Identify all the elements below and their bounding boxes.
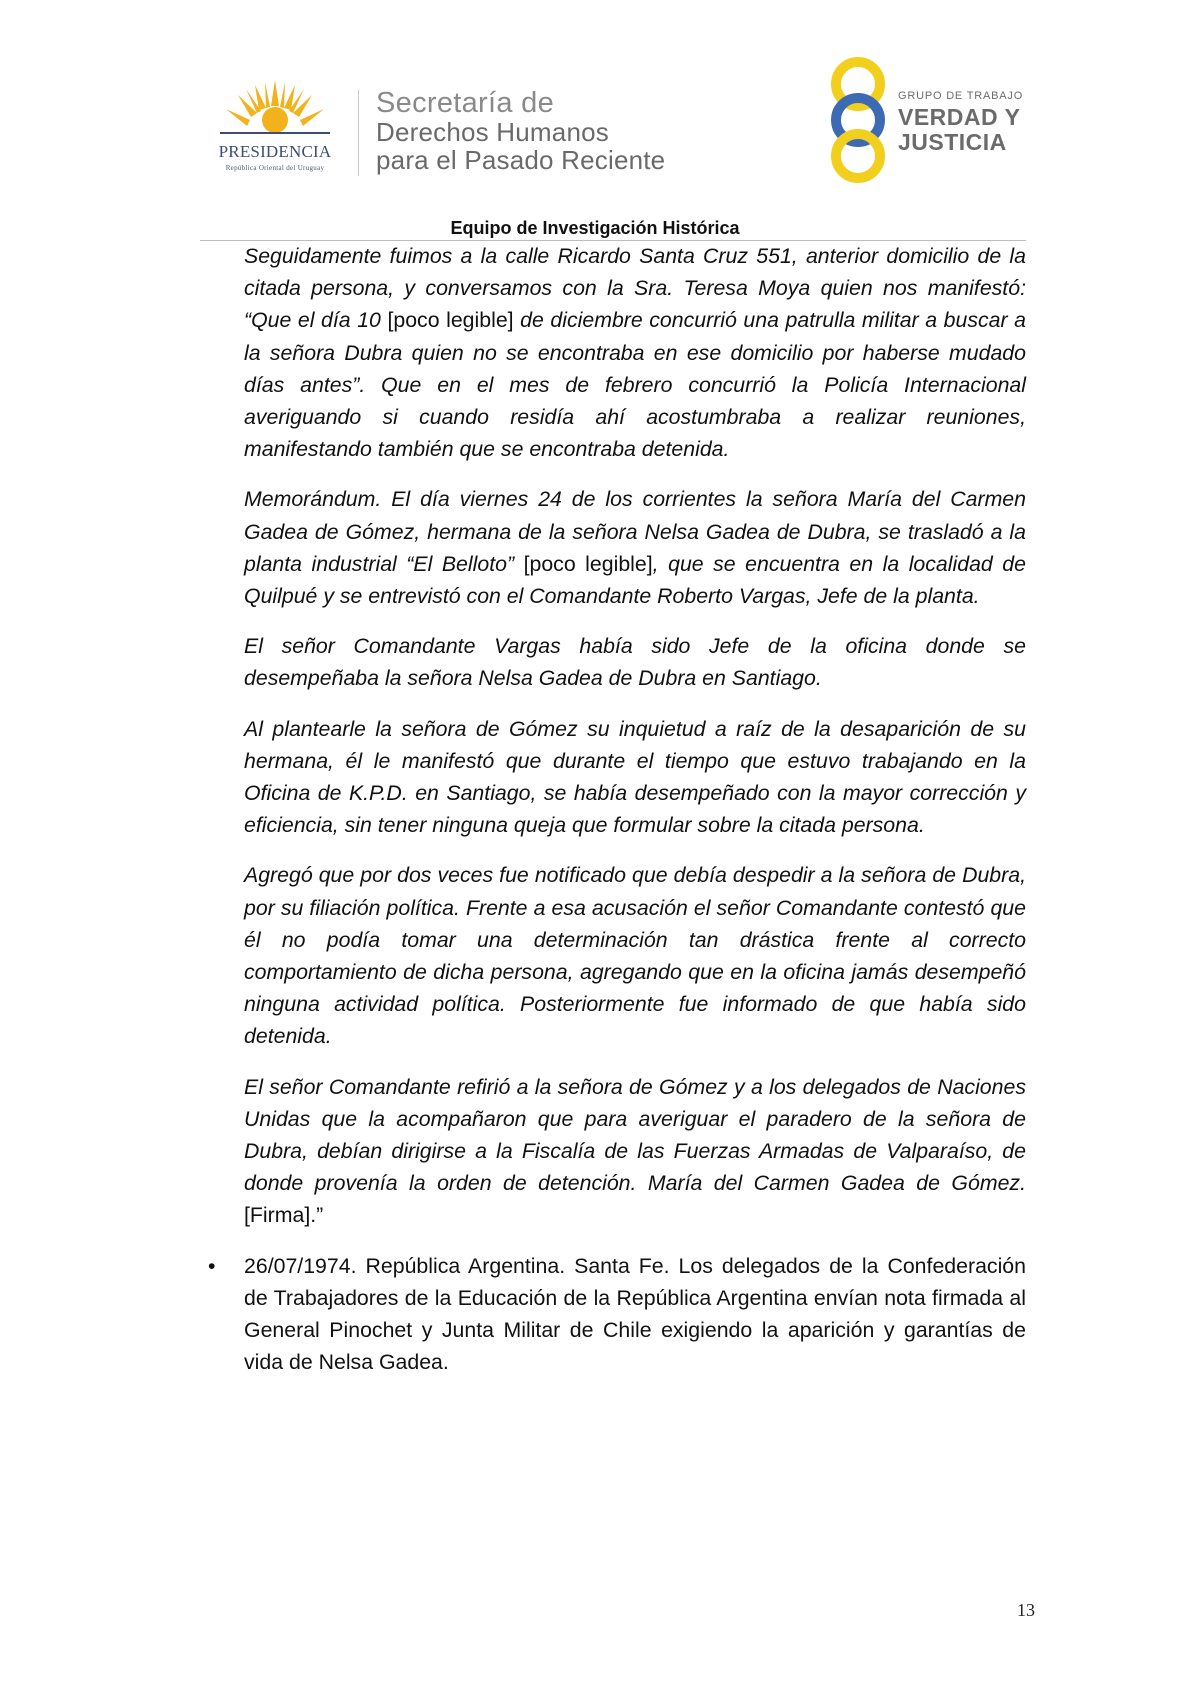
body-paragraph bbox=[244, 240, 1026, 465]
presidencia-logo bbox=[200, 78, 350, 178]
editorial-note: [Firma].” bbox=[244, 1203, 324, 1228]
paragraph-text: El señor Comandante Vargas había sido Jefe de la oficina donde se desempeñaba la señora Nelsa Gadea de Dubra en Santiago. bbox=[244, 634, 1026, 691]
bullet-item bbox=[208, 1250, 1026, 1379]
paragraph-text: Al plantearle la señora de Gómez su inquietud a raíz de la desaparición de su hermana, él le manifestó que durante el tiempo que estuvo trabajando en la Oficina de K.P.D. en Santiago, se había desempeñado con la mayor corrección y eficiencia, sin tener ninguna queja que formular sobre la citada persona. bbox=[244, 716, 1026, 838]
vyj-title-line-1: VERDAD Y bbox=[898, 104, 1021, 130]
header-divider bbox=[358, 90, 359, 176]
page-number: 13 bbox=[1017, 1600, 1035, 1620]
sun-icon bbox=[200, 78, 350, 148]
bullet-icon: • bbox=[208, 1253, 216, 1278]
paragraph-text: , que se encuentra en la localidad de Quilpué y se entrevistó con el Comandante Roberto Vargas, Jefe de la planta. bbox=[244, 551, 1026, 609]
paragraph-list bbox=[244, 240, 1026, 1232]
secretaria-logo-text bbox=[376, 88, 716, 174]
body-paragraph bbox=[244, 1071, 1026, 1232]
document-body bbox=[208, 240, 1026, 1397]
secretaria-line-2: Derechos Humanos bbox=[376, 117, 609, 147]
body-paragraph bbox=[244, 713, 1026, 842]
body-paragraph bbox=[244, 483, 1026, 612]
bullet-text: 26/07/1974. República Argentina. Santa Fe. Los delegados de la Confederación de Trabajadores de la Educación de la República Argentina envían nota firmada al General Pinochet y Junta Militar de Chile exigiendo la aparición y garantías de vida de Nelsa Gadea. bbox=[244, 1253, 1026, 1375]
paragraph-text: Agregó que por dos veces fue notificado que debía despedir a la señora de Dubra, por su filiación política. Frente a esa acusación el señor Comandante contestó que él no podía tomar una determinación tan drástica frente al correcto comportamiento de dicha persona, agregando que en la oficina jamás desempeñó ninguna actividad política. Posteriormente fue informado de que había sido detenida. bbox=[244, 863, 1026, 1049]
body-paragraph bbox=[244, 630, 1026, 694]
body-paragraph bbox=[244, 859, 1026, 1052]
vyj-subtitle: GRUPO DE TRABAJO bbox=[898, 90, 1024, 102]
editorial-note: [poco legible] bbox=[387, 308, 514, 333]
vyj-title-line-2: JUSTICIA bbox=[898, 129, 1007, 155]
editorial-note: [poco legible] bbox=[523, 551, 653, 576]
presidencia-subtitle: República Oriental del Uruguay bbox=[225, 164, 325, 172]
document-header-title: Equipo de Investigación Histórica bbox=[450, 218, 740, 238]
verdad-justicia-logo bbox=[820, 56, 1040, 186]
paragraph-text: El señor Comandante refirió a la señora de Gómez y a los delegados de Naciones Unidas que la acompañaron que para averiguar el paradero de la señora de Dubra, debían dirigirse a la Fiscalía de las Fuerzas Armadas de Valparaíso, de donde provenía la orden de detención. María del Carmen Gadea de Gómez. bbox=[244, 1074, 1026, 1196]
paragraph-text: de diciembre concurrió una patrulla militar a buscar a la señora Dubra quien no se encontraba en ese domicilio por haberse mudado días antes”. Que en el mes de febrero concurrió la Policía Internacional averiguando si cuando residía ahí acostumbraba a realizar reuniones, manifestando también que se encontraba detenida. bbox=[244, 308, 1026, 462]
secretaria-line-1: Secretaría de bbox=[376, 87, 554, 119]
secretaria-line-3: para el Pasado Reciente bbox=[376, 145, 666, 175]
linked-rings-icon bbox=[820, 56, 900, 186]
paragraph-text: Memorándum. El día viernes 24 de los corrientes la señora María del Carmen Gadea de Gómez, hermana de la señora Nelsa Gadea de Dubra, se trasladó a la planta industrial “El Belloto” bbox=[244, 487, 1026, 576]
presidencia-name: PRESIDENCIA bbox=[218, 142, 332, 161]
paragraph-text: Seguidamente fuimos a la calle Ricardo Santa Cruz 551, anterior domicilio de la citada persona, y conversamos con la Sra. Teresa Moya quien nos manifestó: “Que el día 10 bbox=[244, 244, 1026, 333]
